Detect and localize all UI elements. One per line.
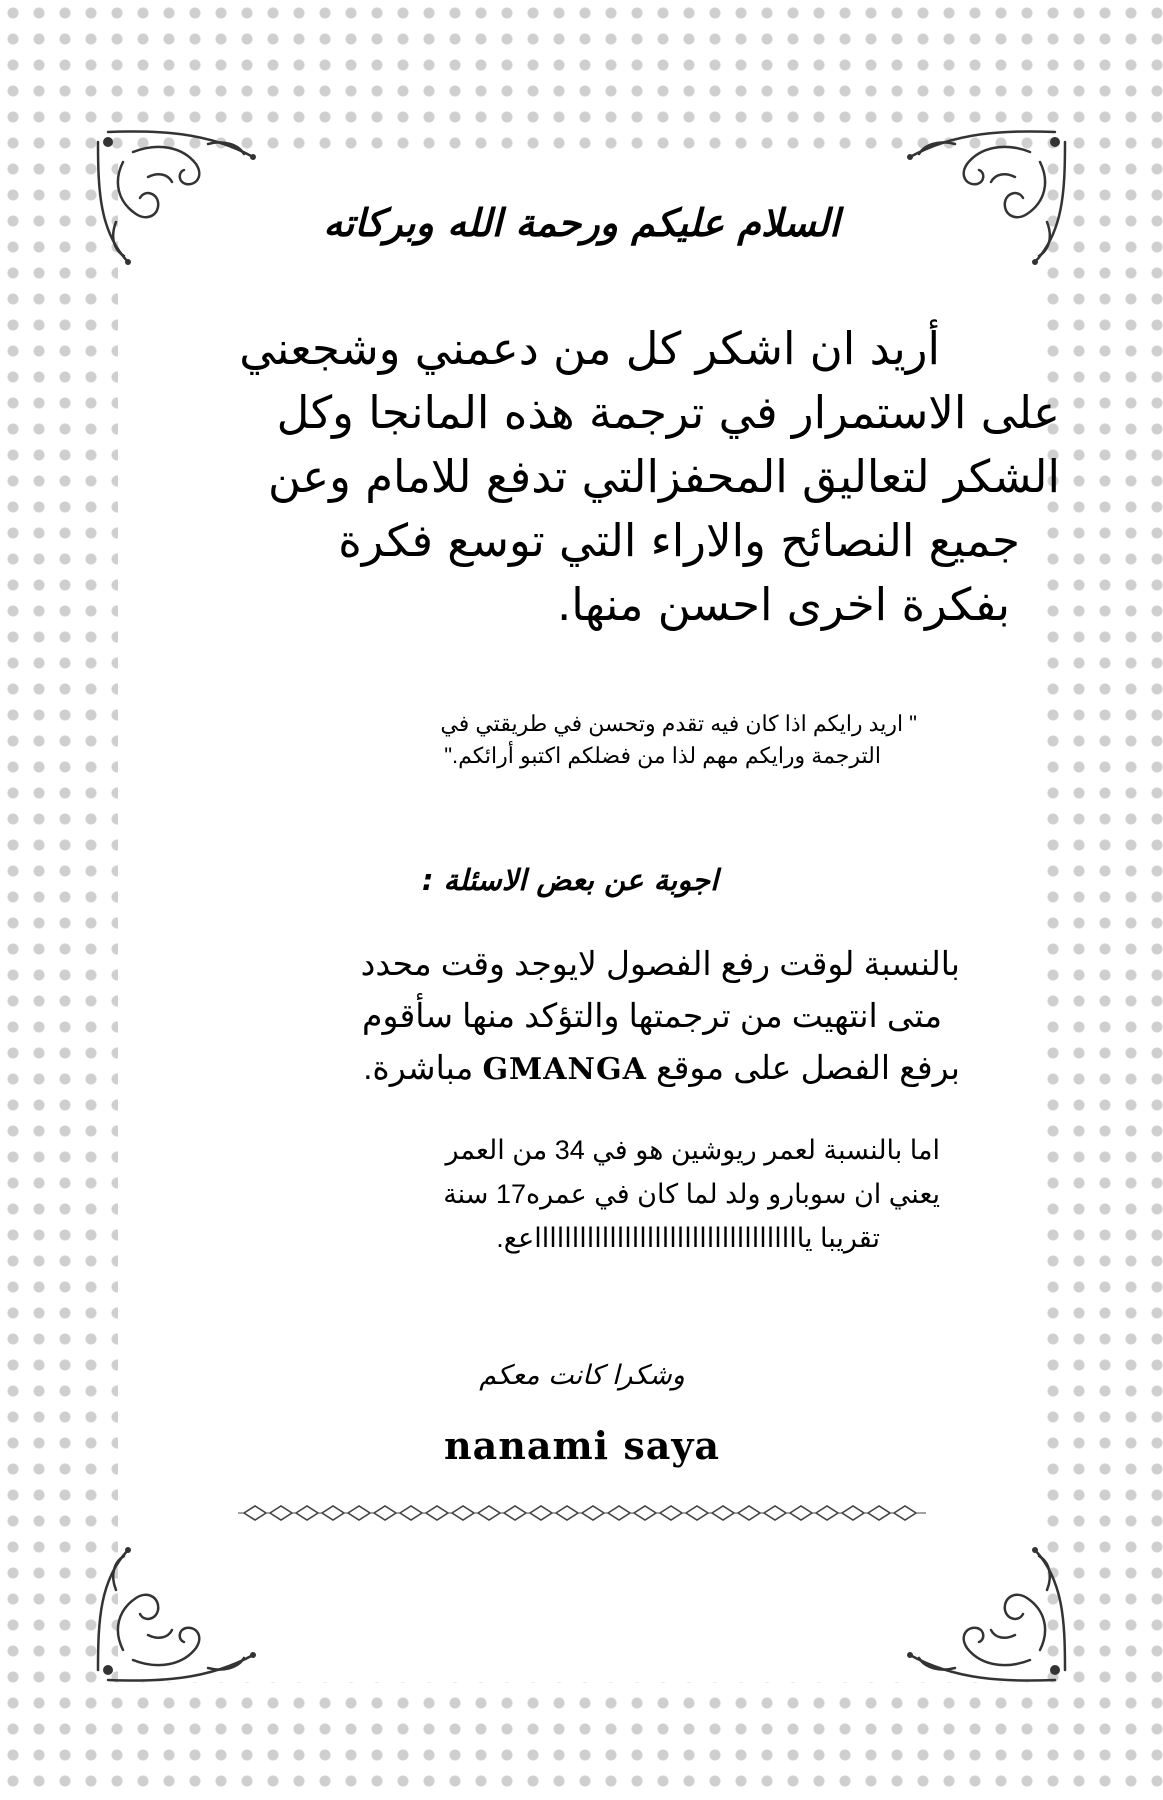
closing-text: وشكرا كانت معكم bbox=[479, 1360, 685, 1391]
chain-link bbox=[738, 1506, 760, 1520]
chain-link bbox=[686, 1506, 708, 1520]
answer-line: تقريبا يااااااااااااااااااااااااااااااااااااعع. bbox=[496, 1223, 880, 1253]
character-age-answer bbox=[320, 1128, 940, 1260]
greeting-heading: السلام عليكم ورحمة الله وبركاته bbox=[323, 200, 840, 245]
chain-link bbox=[478, 1506, 500, 1520]
chain-link bbox=[296, 1506, 318, 1520]
answer-line: متى انتهيت من ترجمتها والتؤكد منها سأقوم bbox=[362, 997, 942, 1034]
answer-text: برفع الفصل على موقع bbox=[646, 1049, 960, 1086]
chain-link bbox=[556, 1506, 578, 1520]
request-line: الترجمة ورايكم مهم لذا من فضلكم اكتبو أرائكم." bbox=[444, 743, 881, 768]
chain-link bbox=[868, 1506, 890, 1520]
chain-link bbox=[348, 1506, 370, 1520]
chain-link bbox=[374, 1506, 396, 1520]
chain-link bbox=[790, 1506, 812, 1520]
answer-line: اما بالنسبة لعمر ريوشين هو في 34 من العمر bbox=[445, 1135, 940, 1165]
thanks-line: جميع النصائح والاراء التي توسع فكرة bbox=[338, 514, 1020, 567]
chain-link bbox=[764, 1506, 786, 1520]
thanks-line: أريد ان اشكر كل من دعمني وشجعني bbox=[239, 322, 940, 375]
chain-divider-icon bbox=[238, 1502, 926, 1524]
thanks-line: بفكرة اخرى احسن منها. bbox=[557, 578, 1010, 631]
answer-text: مباشرة. bbox=[363, 1049, 483, 1086]
thanks-line: على الاستمرار في ترجمة هذه المانجا وكل bbox=[276, 386, 1060, 439]
ornament-corner-bottom-right-icon bbox=[900, 1540, 1075, 1690]
site-name: GMANGA bbox=[482, 1052, 647, 1087]
chain-link bbox=[426, 1506, 448, 1520]
chain-link bbox=[660, 1506, 682, 1520]
chain-link bbox=[452, 1506, 474, 1520]
answer-line bbox=[250, 1042, 960, 1096]
thanks-line: الشكر لتعاليق المحفزالتي تدفع للامام وعن bbox=[268, 450, 1060, 503]
chain-link bbox=[712, 1506, 734, 1520]
chain-link bbox=[582, 1506, 604, 1520]
answer-line: يعني ان سوبارو ولد لما كان في عمره17 سنة bbox=[443, 1179, 940, 1209]
chain-link bbox=[816, 1506, 838, 1520]
chain-link bbox=[634, 1506, 656, 1520]
request-line: " اريد رايكم اذا كان فيه تقدم وتحسن في طريقتي في bbox=[440, 711, 917, 736]
ornament-corner-bottom-left-icon bbox=[88, 1540, 263, 1690]
chain-link bbox=[608, 1506, 630, 1520]
chain-link bbox=[244, 1506, 266, 1520]
chain-link bbox=[894, 1506, 916, 1520]
answers-heading: اجوبة عن بعض الاسئلة : bbox=[421, 863, 719, 897]
answer-line: بالنسبة لوقت رفع الفصول لايوجد وقت محدد bbox=[360, 945, 960, 982]
chain-link bbox=[842, 1506, 864, 1520]
chain-link bbox=[504, 1506, 526, 1520]
chain-link bbox=[400, 1506, 422, 1520]
chain-link bbox=[322, 1506, 344, 1520]
signature: nanami saya bbox=[443, 1423, 721, 1468]
upload-schedule-answer bbox=[250, 938, 960, 1096]
chain-link bbox=[530, 1506, 552, 1520]
thanks-paragraph bbox=[160, 317, 1060, 637]
feedback-request bbox=[300, 708, 917, 772]
chain-link bbox=[270, 1506, 292, 1520]
